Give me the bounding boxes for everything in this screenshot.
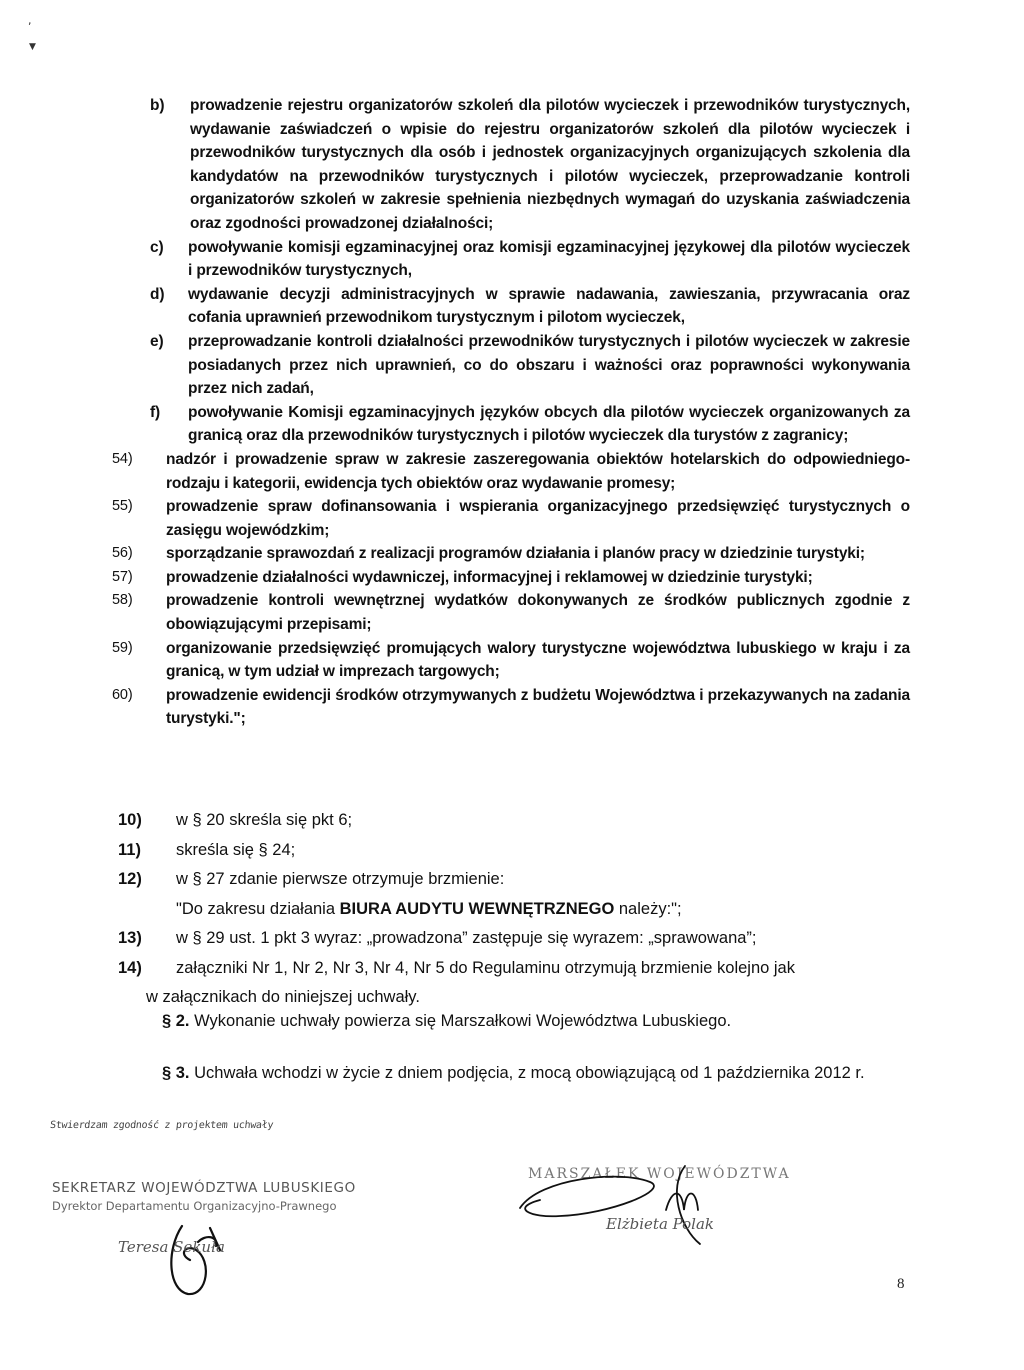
subitem-text: przeprowadzanie kontroli działalności przewodników turystycznych i pilotów wycieczek w zakresie posiadanych przez nich uprawnień, co do obszaru i ważności oraz poprawności wykonywania przez nich zadań,	[188, 332, 910, 398]
point-number: 56)	[112, 545, 133, 562]
point-59	[112, 637, 910, 684]
paragraph-sign: § 2.	[162, 1012, 190, 1030]
amendment-10	[118, 806, 908, 836]
subitem-text: powoływanie komisji egzaminacyjnej oraz komisji egzaminacyjnej językowej dla pilotów wycieczek i przewodników turystycznych,	[188, 238, 910, 280]
point-54	[112, 448, 910, 495]
point-55	[112, 495, 910, 542]
amendment-number: 12)	[118, 870, 142, 888]
subitem-label: b)	[150, 97, 165, 114]
subitem-d	[150, 283, 910, 330]
amendment-text: w § 27 zdanie pierwsze otrzymuje brzmienie:	[176, 870, 505, 888]
paragraph-3	[162, 1064, 902, 1083]
point-text: organizowanie przedsięwzięć promujących walory turystyczne województwa lubuskiego w kraju i za granicą, w tym udział w imprezach targowych;	[166, 639, 910, 681]
secretary-name: Teresa Sekuła	[118, 1238, 225, 1256]
amendment-13	[118, 924, 908, 954]
paragraph-text: Wykonanie uchwały powierza się Marszałkowi Województwa Lubuskiego.	[194, 1012, 732, 1030]
marshal-name: Elżbieta Polak	[606, 1215, 715, 1233]
amendment-text: w § 20 skreśla się pkt 6;	[176, 811, 353, 829]
amendment-text: skreśla się § 24;	[176, 840, 296, 859]
point-number: 54)	[112, 450, 133, 467]
subitem-e	[150, 330, 910, 401]
amendment-number: 11)	[118, 840, 141, 859]
amendment-number: 14)	[118, 958, 142, 977]
subitem-text: wydawanie decyzji administracyjnych w sprawie nadawania, zawieszania, przywracania oraz cofania uprawnień przewodnikom turystycznym i pilotom wycieczek,	[188, 285, 910, 327]
point-60	[112, 684, 910, 731]
point-number: 58)	[112, 592, 133, 609]
amendment-text: w § 29 ust. 1 pkt 3 wyraz: „prowadzona” zastępuje się wyrazem: „sprawowana”;	[176, 929, 757, 947]
amendment-12-quote	[118, 895, 908, 925]
point-number: 59)	[112, 639, 133, 656]
quote-bold: BIURA AUDYTU WEWNĘTRZNEGO	[339, 899, 615, 918]
paragraph-2	[162, 1012, 902, 1031]
point-53-subitems	[112, 94, 910, 731]
point-text: prowadzenie spraw dofinansowania i wspierania organizacyjnego przedsięwzięć turystycznych o zasięgu wojewódzkim;	[166, 498, 910, 539]
point-58	[112, 589, 910, 636]
point-56	[112, 542, 910, 566]
point-text: sporządzanie sprawozdań z realizacji programów działania i planów pracy w dziedzinie turystyki;	[166, 545, 865, 563]
marshal-signature	[500, 1148, 740, 1268]
quote-open: "Do zakresu działania	[176, 899, 340, 918]
amendment-list	[118, 806, 908, 1013]
marshal-title: MARSZAŁEK WOJEWÓDZTWA	[528, 1166, 791, 1182]
amendment-11	[118, 836, 908, 866]
secretary-signature	[160, 1220, 240, 1300]
conformity-stamp: Stwierdzam zgodność z projektem uchwały	[49, 1120, 274, 1131]
subitem-b	[150, 94, 910, 236]
amendment-number: 10)	[118, 811, 142, 829]
paragraph-text: Uchwała wchodzi w życie z dniem podjęcia, z mocą obowiązującą od 1 października 2012 r.	[194, 1064, 865, 1082]
amendment-text: załączniki Nr 1, Nr 2, Nr 3, Nr 4, Nr 5 do Regulaminu otrzymują brzmienie kolejno jak	[176, 958, 795, 977]
amendment-14-continuation: w załącznikach do niniejszej uchwały.	[146, 988, 420, 1006]
secretary-stamp	[52, 1180, 356, 1213]
subitem-text: powoływanie Komisji egzaminacyjnych języków obcych dla pilotów wycieczek organizowanych za granicą oraz dla przewodników turystycznych i pilotów wycieczek dla turystów z zagranicy;	[188, 403, 910, 445]
point-number: 57)	[112, 568, 133, 585]
amendment-number: 13)	[118, 929, 142, 947]
subitem-label: e)	[150, 332, 164, 350]
quote-close: należy:";	[614, 899, 682, 918]
subitem-text: prowadzenie rejestru organizatorów szkoleń dla pilotów wycieczek i przewodników turystycznych, wydawanie zaświadczeń o wpisie do rejestru organizatorów szkoleń dla pilotów wycieczek i przewodników turystycznych dla osób i jednostek organizacyjnych organizujących szkolenia dla kandydatów na przewodników turystycznych i pilotów wycieczek, przeprowadzanie kontroli organizatorów szkoleń w zakresie spełnienia niezbędnych wymagań do uzyskania zaświadczenia oraz zgodności prowadzonej działalności;	[190, 97, 910, 232]
point-text: prowadzenie kontroli wewnętrznej wydatków dokonywanych ze środków publicznych zgodnie z obowiązującymi przepisami;	[166, 592, 910, 634]
point-text: nadzór i prowadzenie spraw w zakresie zaszeregowania obiektów hotelarskich do odpowiedniego-rodzaju i kategorii, ewidencja tych obiektów oraz wydawanie promesy;	[166, 450, 910, 492]
amendment-12	[118, 865, 908, 895]
scan-mark: ,	[28, 14, 32, 27]
subitem-label: c)	[150, 238, 164, 256]
point-57	[112, 566, 910, 590]
point-text: prowadzenie ewidencji środków otrzymywanych z budżetu Województwa i przekazywanych na zadania turystyki.";	[166, 686, 910, 728]
point-number: 60)	[112, 686, 133, 703]
point-number: 55)	[112, 498, 133, 515]
secretary-subtitle: Dyrektor Departamentu Organizacyjno-Prawnego	[52, 1199, 337, 1213]
subitem-label: d)	[150, 285, 165, 303]
point-text: prowadzenie działalności wydawniczej, informacyjnej i reklamowej w dziedzinie turystyki;	[166, 568, 813, 586]
secretary-title: SEKRETARZ WOJEWÓDZTWA LUBUSKIEGO	[52, 1180, 356, 1196]
subitem-f	[150, 401, 910, 448]
amendment-14	[118, 954, 908, 984]
subitem-c	[150, 236, 910, 283]
subitem-label: f)	[150, 403, 161, 421]
paragraph-sign: § 3.	[162, 1064, 190, 1082]
scan-mark: ▼	[29, 42, 36, 52]
page-number: 8	[897, 1276, 905, 1292]
